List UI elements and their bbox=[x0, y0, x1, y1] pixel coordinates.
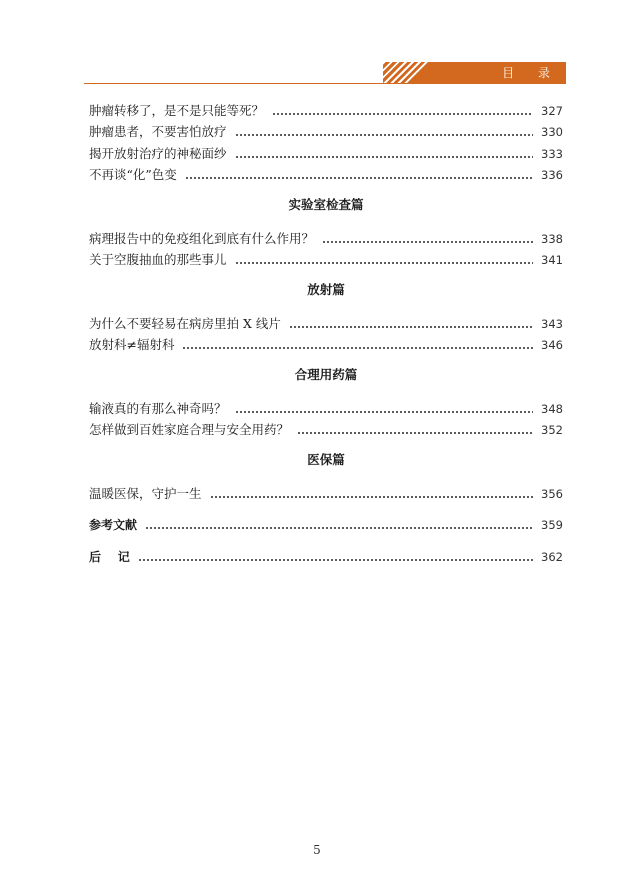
toc-entry-page: 359 bbox=[541, 518, 563, 532]
toc-entry-page: 362 bbox=[541, 549, 563, 564]
toc-entry-page: 327 bbox=[541, 103, 563, 118]
toc-entry-page: 356 bbox=[541, 486, 563, 501]
toc-entry-page: 348 bbox=[541, 401, 563, 416]
leader-dots bbox=[182, 347, 533, 349]
toc-entry-title: 肿瘤转移了，是不是只能等死？ bbox=[89, 102, 265, 118]
toc-entry[interactable] bbox=[89, 480, 563, 502]
toc-entry[interactable] bbox=[89, 417, 563, 439]
toc-entry-page: 343 bbox=[541, 316, 563, 331]
leader-dots bbox=[235, 262, 533, 264]
header-band bbox=[383, 62, 566, 84]
leader-dots bbox=[297, 432, 533, 434]
toc-entry-title: 关于空腹抽血的那些事儿 bbox=[89, 252, 227, 267]
toc-entry-title: 病理报告中的免疫组化到底有什么作用？ bbox=[89, 230, 315, 246]
toc-entry[interactable] bbox=[89, 119, 563, 141]
toc-entry[interactable] bbox=[89, 332, 563, 354]
toc-entry[interactable] bbox=[89, 395, 563, 417]
table-of-contents bbox=[89, 97, 563, 565]
leader-dots bbox=[210, 496, 533, 498]
section-heading-lab: 实验室检查篇 bbox=[288, 197, 364, 212]
toc-entry-title: 后 记 bbox=[89, 549, 130, 564]
toc-entry-title: 肿瘤患者，不要害怕放疗 bbox=[89, 124, 227, 139]
toc-entry[interactable] bbox=[89, 225, 563, 247]
toc-entry-page: 352 bbox=[541, 423, 563, 437]
section-heading-radiology: 放射篇 bbox=[307, 282, 345, 297]
toc-entry[interactable] bbox=[89, 310, 563, 332]
section-heading-medication: 合理用药篇 bbox=[294, 367, 358, 382]
toc-entry-page: 333 bbox=[541, 146, 563, 161]
leader-dots bbox=[272, 113, 533, 115]
leader-dots bbox=[145, 527, 533, 529]
toc-entry-title: 不再谈“化”色变 bbox=[89, 167, 177, 182]
toc-entry-title: 输液真的有那么神奇吗？ bbox=[89, 400, 227, 416]
leader-dots bbox=[289, 326, 533, 328]
leader-dots bbox=[138, 559, 533, 561]
leader-dots bbox=[235, 134, 533, 136]
toc-entry-page: 330 bbox=[541, 125, 563, 139]
toc-entry[interactable] bbox=[89, 247, 563, 269]
toc-entry-title: 为什么不要轻易在病房里拍 X 线片 bbox=[89, 315, 281, 331]
header-divider bbox=[84, 83, 566, 84]
header-stripes-decoration bbox=[383, 62, 429, 84]
toc-entry[interactable] bbox=[89, 162, 563, 184]
leader-dots bbox=[235, 411, 533, 413]
toc-entry-title: 怎样做到百姓家庭合理与安全用药？ bbox=[89, 422, 290, 437]
header-title: 目 录 bbox=[502, 66, 560, 80]
leader-dots bbox=[185, 177, 533, 179]
toc-entry-title: 温暖医保，守护一生 bbox=[89, 485, 202, 501]
toc-entry[interactable] bbox=[89, 97, 563, 119]
page-number: 5 bbox=[313, 843, 321, 857]
toc-entry-page: 336 bbox=[541, 168, 563, 182]
toc-entry-page: 341 bbox=[541, 253, 563, 267]
toc-entry-page: 338 bbox=[541, 231, 563, 246]
toc-entry-afterword[interactable] bbox=[89, 543, 563, 565]
toc-entry-title: 参考文献 bbox=[89, 518, 138, 532]
leader-dots bbox=[235, 156, 533, 158]
toc-entry[interactable] bbox=[89, 140, 563, 162]
section-heading-insurance: 医保篇 bbox=[307, 452, 345, 467]
toc-entry-title: 揭开放射治疗的神秘面纱 bbox=[89, 145, 227, 161]
leader-dots bbox=[322, 241, 533, 243]
toc-entry-references[interactable] bbox=[89, 512, 563, 534]
toc-entry-page: 346 bbox=[541, 338, 563, 352]
toc-entry-title: 放射科≠辐射科 bbox=[89, 337, 175, 352]
